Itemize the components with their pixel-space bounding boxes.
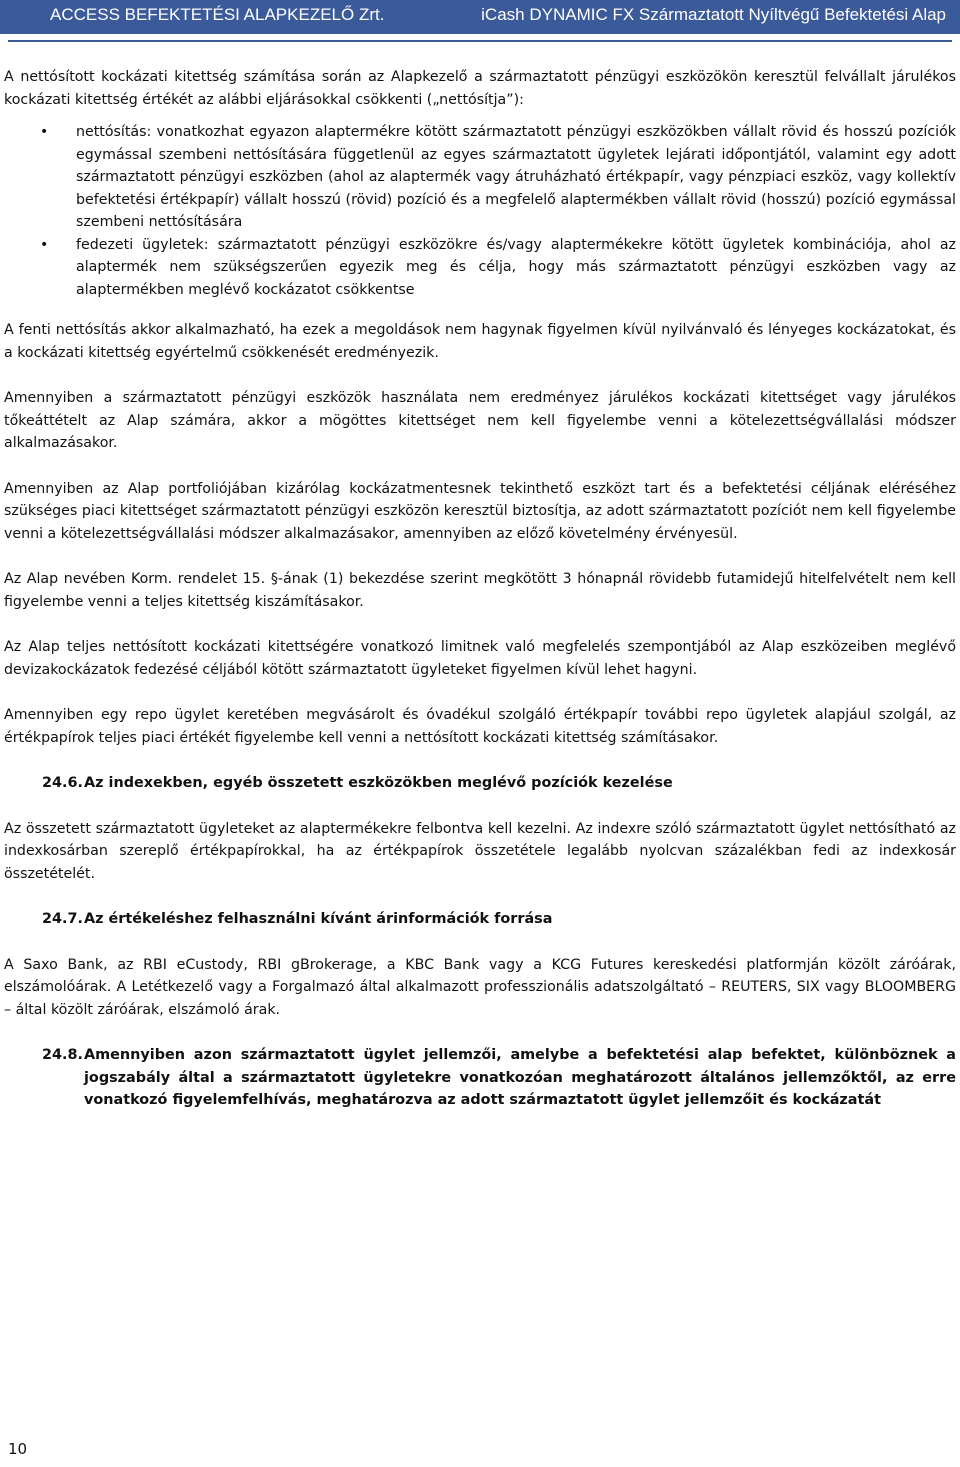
paragraph-netting-condition: A fenti nettósítás akkor alkalmazható, ha ezek a megoldások nem hagynak figyelmen kívül nyilvánvaló és lényeges kockázatokat, és a kockázati kitettség egyértelmű csökkenését eredményezik. [4, 322, 956, 361]
section-heading-24-8 [4, 1044, 956, 1112]
section-heading-24-7 [4, 908, 956, 931]
bullet-icon: • [40, 236, 49, 253]
section-heading-24-6 [4, 772, 956, 795]
section-number: 24.8. [42, 1047, 83, 1063]
section-body-24-6: Az összetett származtatott ügyleteket az alaptermékekre felbontva kell kezelni. Az indexre szóló származtatott ügylet nettósítható az indexkosárban szereplő értékpapírokkal, ha az értékpapírok összetétele legalább nyolcvan százalékban fedi az indexkosár összetételét. [4, 820, 956, 882]
section-title: Amennyiben azon származtatott ügylet jellemzői, amelybe a befektetési alap befektet, különböznek a jogszabály által a származtatott ügyletekre vonatkozóan meghatározott általános jellemzőktől, az erre vonatkozó figyelemfelhívás, meghatározva az adott származtatott ügylet jellemzőit és kockázatát [84, 1047, 956, 1108]
intro-paragraph: A nettósított kockázati kitettség számítása során az Alapkezelő a származtatott pénzügyi eszközökön keresztül felvállalt járulékos kockázati kitettség értékét az alábbi eljárásokkal csökkenti („nettósítja”): [4, 69, 956, 108]
paragraph-no-leverage: Amennyiben a származtatott pénzügyi eszközök használata nem eredményez járulékos kockázati kitettséget vagy járulékos tőkeáttételt az Alap számára, akkor a mögöttes kitettséget nem kell figyelembe venni a kötelezettségvállalási módszer alkalmazásakor. [4, 390, 956, 451]
section-body-24-7: A Saxo Bank, az RBI eCustody, RBI gBrokerage, a KBC Bank vagy a KCG Futures kereskedési platformján közölt záróárak, elszámolóárak. A Letétkezelő vagy a Forgalmazó által alkalmazott professzionális adatszolgáltató – REUTERS, SIX vagy BLOOMBERG – által közölt záróárak, elszámoló árak. [4, 956, 956, 1018]
page-number: 10 [8, 1440, 28, 1458]
netting-methods-list [4, 121, 956, 301]
paragraph-riskfree-portfolio: Amennyiben az Alap portfoliójában kizárólag kockázatmentesnek tekinthető eszközt tart és a befektetési céljának eléréséhez szükséges piaci kitettséget származtatott pénzügyi eszközön keresztül biztosítja, az adott származtatott pozíciót nem kell figyelembe venni a kötelezettségvállalási módszer alkalmazásakor, amennyiben az előző követelmény érvényesül. [4, 480, 956, 542]
page-header [0, 0, 960, 34]
bullet-icon: • [40, 124, 49, 140]
list-item [4, 121, 956, 234]
header-divider [8, 40, 952, 42]
section-title: Az indexekben, egyéb összetett eszközökben meglévő pozíciók kezelése [84, 775, 673, 791]
list-item-text: nettósítás: vonatkozhat egyazon alaptermékre kötött származtatott pénzügyi eszközökben vállalt rövid és hosszú pozíciók egymással szembeni nettósítására függetlenül az egyes származtatott ügyletek lejárati időpontjától, valamint egy adott származtatott pénzügyi eszközben (ahol az alaptermék vagy átruházható értékpapír, vagy pénzpiaci eszköz, vagy kollektív befektetési értékpapír) vállalt hosszú (rövid) pozíció és a megfelelő alaptermékben vállalt rövid (hosszú) pozíció egymással szembeni nettósítására [76, 124, 956, 230]
paragraph-short-borrowing: Az Alap nevében Korm. rendelet 15. §-ának (1) bekezdése szerint megkötött 3 hónapnál rövidebb futamidejű hitelfelvételt nem kell figyelembe venni a teljes kitettség kiszámításakor. [4, 571, 956, 610]
document-body [4, 66, 956, 1135]
section-number: 24.7. [42, 911, 83, 927]
section-number: 24.6. [42, 775, 83, 791]
paragraph-fx-hedging: Az Alap teljes nettósított kockázati kitettségére vonatkozó limitnek való megfelelés szempontjából az Alap eszközeiben meglévő devizakockázatok fedezésé céljából kötött származtatott ügyleteket figyelmen kívül lehet hagyni. [4, 639, 956, 678]
paragraph-repo: Amennyiben egy repo ügylet keretében megvásárolt és óvadékul szolgáló értékpapír további repo ügyletek alapjául szolgál, az értékpapírok teljes piaci értékét figyelembe kell venni a nettósított kockázati kitettség számításakor. [4, 707, 956, 746]
header-fund-name: iCash DYNAMIC FX Származtatott Nyíltvégű Befektetési Alap [481, 5, 946, 24]
header-company-name: ACCESS BEFEKTETÉSI ALAPKEZELŐ Zrt. [50, 5, 385, 24]
list-item-text: fedezeti ügyletek: származtatott pénzügyi eszközökre és/vagy alaptermékekre kötött ügyletek kombinációja, ahol az alaptermék nem szükségszerűen egyezik meg és célja, hogy más származtatott pénzügyi eszközben vagy az alaptermékben meglévő kockázatot csökkentse [76, 236, 956, 298]
section-title: Az értékeléshez felhasználni kívánt árinformációk forrása [84, 911, 553, 927]
list-item [4, 234, 956, 302]
